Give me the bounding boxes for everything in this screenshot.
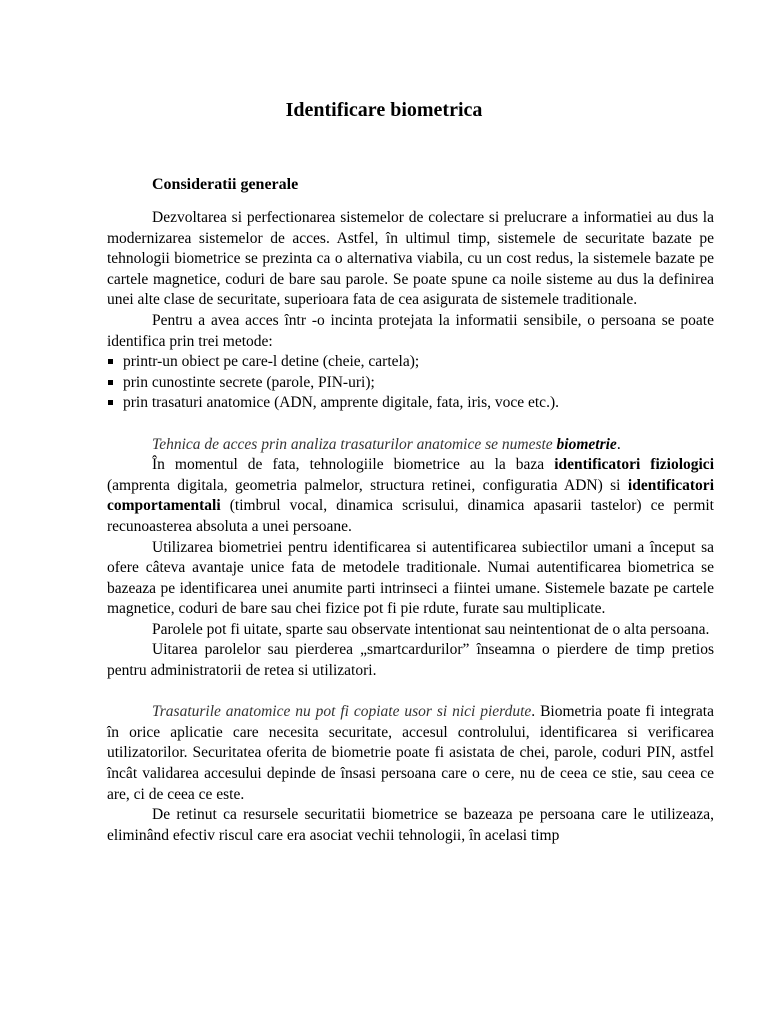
paragraph-3-end: . xyxy=(616,435,621,453)
list-item: prin trasaturi anatomice (ADN, amprente digitale, fata, iris, voce etc.). xyxy=(107,393,714,414)
paragraph-2: Pentru a avea acces într -o incinta protejata la informatii sensibile, o persoana se poate identifica prin trei metode: xyxy=(107,311,714,350)
section-heading: Consideratii generale xyxy=(152,176,299,193)
list-item: printr-un obiect pe care-l detine (cheie, cartela); xyxy=(107,352,714,373)
list-item: prin cunostinte secrete (parole, PIN-uri); xyxy=(107,373,714,394)
paragraph-4-text-2: (amprenta digitala, geometria palmelor, structura retinei, configuratia ADN) si xyxy=(107,476,628,494)
biometrie-term: biometrie xyxy=(556,435,617,453)
paragraph-3-italic: Tehnica de acces prin analiza trasaturilor anatomice se numeste xyxy=(152,435,557,453)
paragraph-8-italic: Trasaturile anatomice nu pot fi copiate usor si nici pierdute xyxy=(152,703,532,721)
paragraph-3 xyxy=(107,435,714,456)
paragraph-6: Parolele pot fi uitate, sparte sau observate intentionat sau neintentionat de o alta persoana. xyxy=(152,620,710,638)
paragraph-7: Uitarea parolelor sau pierderea „smartcardurilor” înseamna o pierdere de timp pretios pentru administratorii de retea si utilizatori. xyxy=(107,641,714,680)
paragraph-4 xyxy=(107,455,714,537)
paragraph-5: Utilizarea biometriei pentru identificarea si autentificarea subiectilor umani a început sa ofere câteva avantaje unice fata de metodele traditionale. Numai autentificarea biometrica se bazeaza pe identificarea unei anumite parti intrinseci a fiintei umane. Sistemele bazate pe cartele magnetice, coduri de bare sau chei fizice pot fi pie rdute, furate sau multiplicate. xyxy=(107,538,714,618)
document-body xyxy=(107,208,714,846)
page-title: Identificare biometrica xyxy=(285,99,483,121)
paragraph-1: Dezvoltarea si perfectionarea sistemelor de colectare si prelucrare a informatiei au dus la modernizarea sistemelor de acces. Astfel, în ultimul timp, sistemele de securitate bazate pe tehnologii biometrice se prezinta ca o alternativa viabila, cu un cost redus, la sistemele bazate pe cartele magnetice, coduri de bare sau parole. Se poate spune ca noile sisteme au dus la definirea unei alte clase de securitate, superioara fata de cea asigurata de sistemele traditionale. xyxy=(107,209,714,309)
paragraph-4-text-3: (timbrul vocal, dinamica scrisului, dinamica apasarii tastelor) ce permit recunoasterea absoluta a unei persoane. xyxy=(107,497,714,535)
paragraph-4-text-1: În momentul de fata, tehnologiile biometrice au la baza xyxy=(152,456,555,474)
paragraph-9: De retinut ca resursele securitatii biometrice se bazeaza pe persoana care le utilizeaza, eliminând efectiv riscul care era asociat vechii tehnologii, în acelasi timp xyxy=(107,806,714,844)
methods-list xyxy=(107,352,714,414)
paragraph-8 xyxy=(107,702,714,805)
paragraph-8-rest: . Biometria poate fi integrata în orice aplicatie care necesita securitate, accesul controlului, identificarea si verificarea utilizatorilor. Securitatea oferita de biometrie poate fi asistata de chei, parole, coduri PIN, astfel încât validarea accesului depinde de însasi persoana care o cere, nu de ceea ce stie, sau ceea ce are, ci de ceea ce este. xyxy=(107,703,714,803)
bold-term-fiziologici: identificatori fiziologici xyxy=(554,456,714,474)
bold-term-comportamentali: identificatori comportamentali xyxy=(107,476,714,515)
